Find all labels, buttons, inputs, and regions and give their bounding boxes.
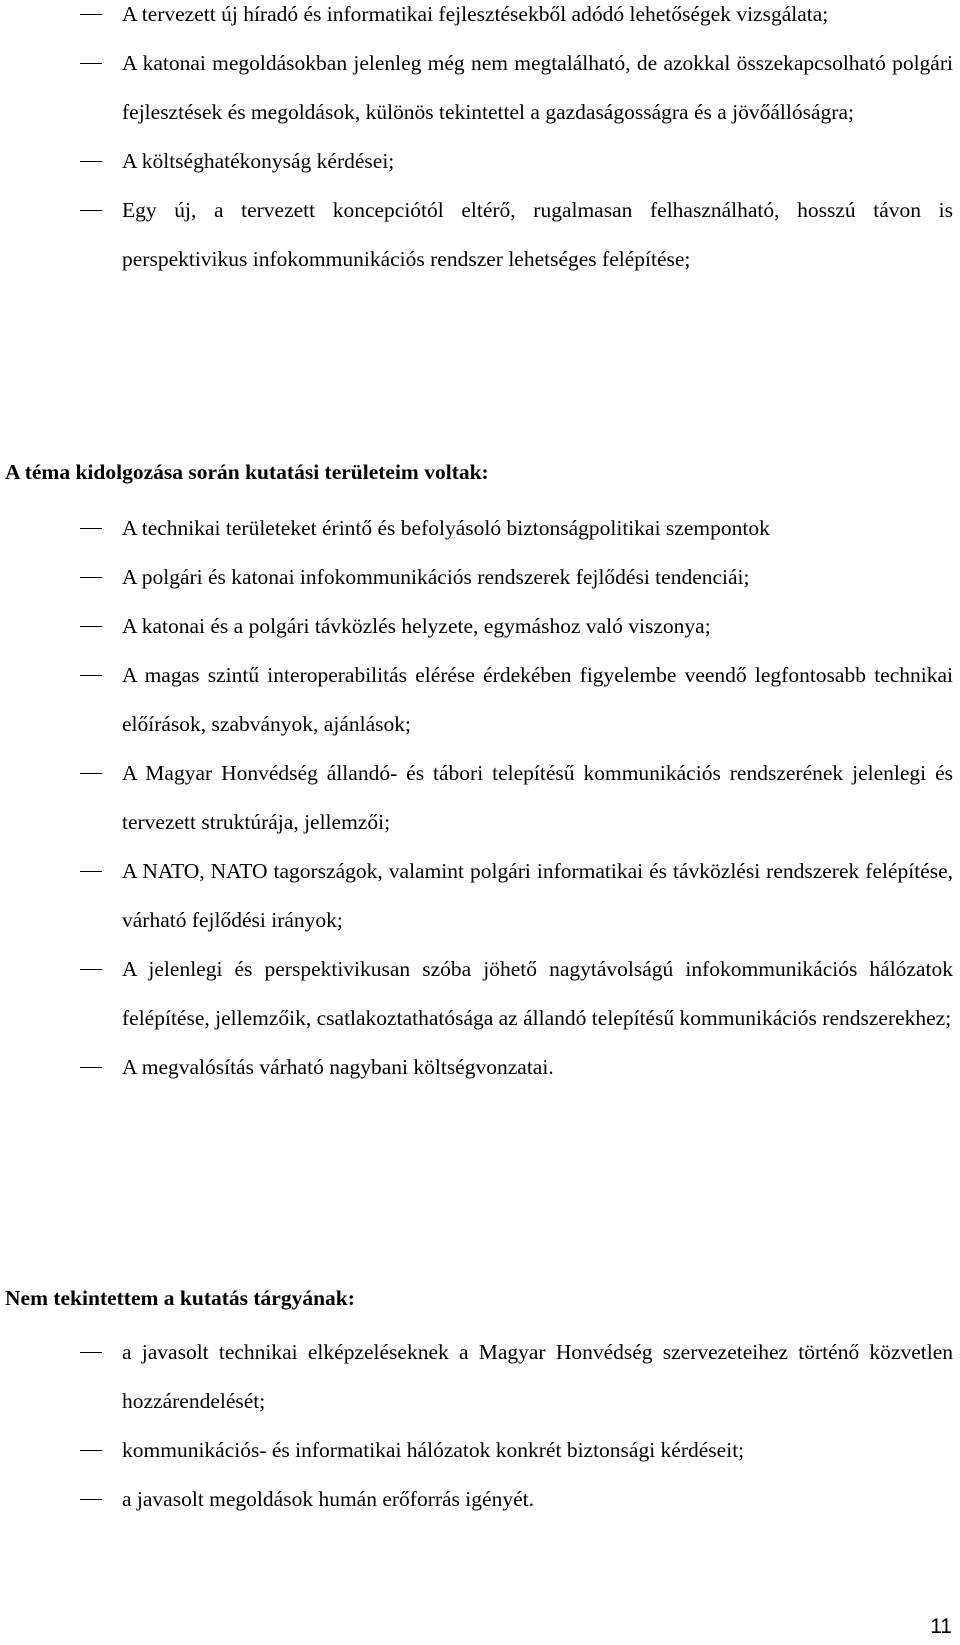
dash-bullet	[80, 1450, 102, 1451]
dash-bullet	[80, 969, 102, 970]
list-item-text: a javasolt megoldások humán erőforrás igényét.	[122, 1487, 534, 1511]
list-item-text: A megvalósítás várható nagybani költségvonzatai.	[122, 1055, 554, 1079]
list-item	[0, 39, 960, 137]
list-item	[0, 1043, 960, 1092]
dash-bullet	[80, 871, 102, 872]
list-item	[0, 0, 960, 39]
list-item-text: A katonai megoldásokban jelenleg még nem megtalálható, de azokkal összekapcsolható polgári fejlesztések és megoldások, különös tekintettel a gazdaságosságra és a jövőállóságra;	[122, 51, 953, 124]
list-item	[0, 186, 960, 284]
list-item	[0, 137, 960, 186]
dash-bullet	[80, 1352, 102, 1353]
list-item	[0, 553, 960, 602]
list-item	[0, 945, 960, 1043]
list-research-goals	[0, 0, 960, 284]
dash-bullet	[80, 528, 102, 529]
list-item	[0, 1328, 960, 1426]
dash-bullet	[80, 773, 102, 774]
list-item	[0, 1426, 960, 1475]
list-out-of-scope	[0, 1328, 960, 1524]
list-item-text: kommunikációs- és informatikai hálózatok konkrét biztonsági kérdéseit;	[122, 1438, 745, 1462]
list-item-text: A jelenlegi és perspektivikusan szóba jöhető nagytávolságú infokommunikációs hálózatok felépítése, jellemzőik, csatlakoztathatósága az állandó telepítésű kommunikációs rendszerekhez;	[122, 957, 953, 1030]
section-heading-research-areas: A téma kidolgozása során kutatási területeim voltak:	[5, 460, 489, 484]
list-item-text: A Magyar Honvédség állandó- és tábori telepítésű kommunikációs rendszerének jelenlegi és tervezett struktúrája, jellemzői;	[122, 761, 953, 834]
section-heading-out-of-scope: Nem tekintettem a kutatás tárgyának:	[5, 1286, 355, 1310]
list-item-text: A magas szintű interoperabilitás elérése érdekében figyelembe veendő legfontosabb technikai előírások, szabványok, ajánlások;	[122, 663, 953, 736]
list-item	[0, 1475, 960, 1524]
list-item	[0, 749, 960, 847]
dash-bullet	[80, 675, 102, 676]
list-item-text: A technikai területeket érintő és befolyásoló biztonságpolitikai szempontok	[122, 516, 770, 540]
page-number: 11	[930, 1615, 952, 1638]
dash-bullet	[80, 161, 102, 162]
dash-bullet	[80, 63, 102, 64]
list-item-text: Egy új, a tervezett koncepciótól eltérő, rugalmasan felhasználható, hosszú távon is perspektivikus infokommunikációs rendszer lehetséges felépítése;	[122, 198, 953, 271]
dash-bullet	[80, 1499, 102, 1500]
list-item-text: A NATO, NATO tagországok, valamint polgári informatikai és távközlési rendszerek felépítése, várható fejlődési irányok;	[122, 859, 953, 932]
list-item	[0, 651, 960, 749]
dash-bullet	[80, 626, 102, 627]
dash-bullet	[80, 210, 102, 211]
list-research-areas	[0, 504, 960, 1092]
dash-bullet	[80, 14, 102, 15]
dash-bullet	[80, 1067, 102, 1068]
list-item-text: A költséghatékonyság kérdései;	[122, 149, 395, 173]
list-item-text: A katonai és a polgári távközlés helyzete, egymáshoz való viszonya;	[122, 614, 711, 638]
dash-bullet	[80, 577, 102, 578]
list-item	[0, 504, 960, 553]
list-item-text: a javasolt technikai elképzeléseknek a Magyar Honvédség szervezeteihez történő közvetlen hozzárendelését;	[122, 1340, 953, 1413]
list-item	[0, 602, 960, 651]
list-item	[0, 847, 960, 945]
list-item-text: A polgári és katonai infokommunikációs rendszerek fejlődési tendenciái;	[122, 565, 750, 589]
list-item-text: A tervezett új híradó és informatikai fejlesztésekből adódó lehetőségek vizsgálata;	[122, 2, 829, 26]
